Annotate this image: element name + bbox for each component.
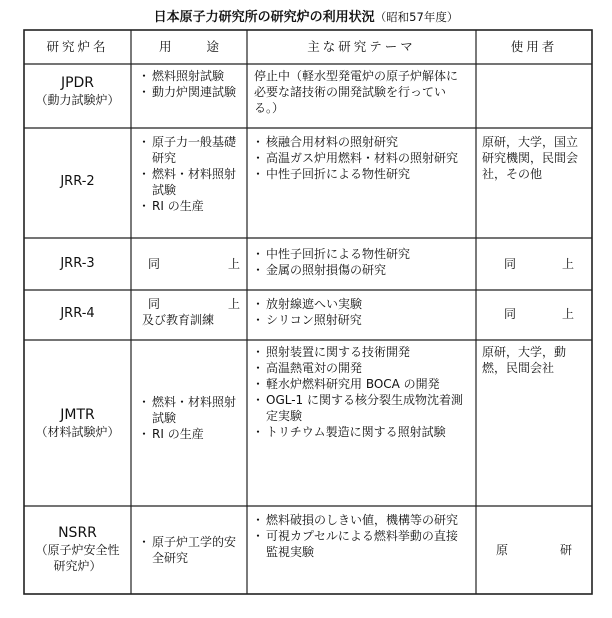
use-item: ・ 原子力一般基礎研究 — [140, 134, 240, 166]
same-mark: 上 — [227, 297, 240, 311]
reactor-name-nsrr — [24, 524, 131, 574]
use-item: ・ RI の生産 — [140, 426, 240, 442]
uses-list-jrr2 — [140, 134, 240, 214]
header-reactor: 研究炉名 — [46, 39, 109, 54]
same-mark: 同 — [504, 307, 517, 321]
reactor-subtitle: （材料試験炉） — [35, 425, 120, 439]
theme-item: ・ 放射線遮へい実験 — [254, 296, 468, 312]
themes-list-jrr3 — [254, 246, 468, 278]
use-item: ・ 原子炉工学的安全研究 — [140, 534, 240, 566]
header-use-a: 用 — [159, 39, 172, 54]
themes-list-jrr4 — [254, 296, 468, 328]
title-note: （昭和57年度） — [374, 10, 459, 24]
reactor-code: NSRR — [58, 525, 97, 541]
use-extra: 及び教育訓練 — [142, 313, 215, 327]
reactor-name-jmtr — [24, 406, 131, 440]
theme-item: ・ トリチウム製造に関する照射試験 — [254, 424, 468, 440]
reactor-name-jrr3: JRR-3 — [60, 256, 95, 271]
uses-jrr4 — [142, 296, 240, 328]
use-item: ・ 動力炉関連試験 — [140, 84, 244, 100]
same-mark: 上 — [227, 257, 240, 271]
reactor-subtitle: （動力試験炉） — [35, 93, 120, 107]
theme-item: ・ OGL-1 に関する核分裂生成物沈着測定実験 — [254, 392, 468, 424]
user-mark: 原 — [496, 543, 509, 557]
header-theme: 主な研究テーマ — [307, 39, 416, 54]
title-text: 日本原子力研究所の研究炉の利用状況 — [153, 10, 375, 25]
reactor-name-jpdr — [24, 74, 131, 108]
reactor-subtitle: （原子炉安全性研究炉） — [35, 543, 120, 573]
use-item: ・ 燃料・材料照射試験 — [140, 394, 240, 426]
themes-list-jmtr — [254, 344, 468, 440]
uses-list-jmtr — [140, 394, 240, 442]
uses-list-jpdr — [140, 68, 244, 100]
theme-item: ・ 照射装置に関する技術開発 — [254, 344, 468, 360]
theme-item: ・ 可視カプセルによる燃料挙動の直接監視実験 — [254, 528, 468, 560]
theme-item: ・ 中性子回折による物性研究 — [254, 166, 468, 182]
user-mark: 研 — [559, 543, 572, 557]
reactor-code: JPDR — [60, 75, 95, 91]
use-item: ・ 燃料・材料照射試験 — [140, 166, 240, 198]
use-item: ・ 燃料照射試験 — [140, 68, 244, 84]
users-jrr2: 原研，大学，国立研究機関，民間会社，その他 — [482, 135, 579, 181]
themes-list-jrr2 — [254, 134, 468, 182]
theme-item: ・ 中性子回折による物性研究 — [254, 246, 468, 262]
header-users: 使用者 — [510, 39, 558, 54]
uses-list-nsrr — [140, 534, 240, 566]
users-same-jrr4 — [504, 306, 574, 322]
users-same-nsrr — [496, 542, 572, 558]
theme-item: ・ 軽水炉燃料研究用 BOCA の開発 — [254, 376, 468, 392]
theme-item: ・ シリコン照射研究 — [254, 312, 468, 328]
reactor-name-jrr4: JRR-4 — [60, 306, 95, 321]
theme-item: ・ 燃料破損のしきい値，機構等の研究 — [254, 512, 468, 528]
same-mark: 同 — [148, 257, 161, 271]
theme-item: ・ 高温ガス炉用燃料・材料の照射研究 — [254, 150, 468, 166]
users-same-jrr3 — [504, 256, 574, 272]
same-mark: 同 — [504, 257, 517, 271]
same-mark: 上 — [561, 307, 574, 321]
themes-list-nsrr — [254, 512, 468, 560]
uses-same-jrr3 — [148, 256, 240, 272]
reactor-code: JMTR — [60, 407, 95, 423]
same-mark: 上 — [561, 257, 574, 271]
theme-item: ・ 高温熱電対の開発 — [254, 360, 468, 376]
theme-text-jpdr: 停止中（軽水型発電炉の原子炉解体に必要な諸技術の開発試験を行っている。） — [254, 69, 459, 115]
use-item: ・ RI の生産 — [140, 198, 240, 214]
theme-item: ・ 核融合用材料の照射研究 — [254, 134, 468, 150]
users-jmtr: 原研，大学，動燃，民間会社 — [482, 345, 567, 375]
same-mark: 同 — [148, 297, 161, 311]
reactor-name-jrr2: JRR-2 — [60, 174, 95, 189]
header-use — [131, 39, 247, 55]
theme-item: ・ 金属の照射損傷の研究 — [254, 262, 468, 278]
header-use-b: 途 — [206, 39, 219, 54]
